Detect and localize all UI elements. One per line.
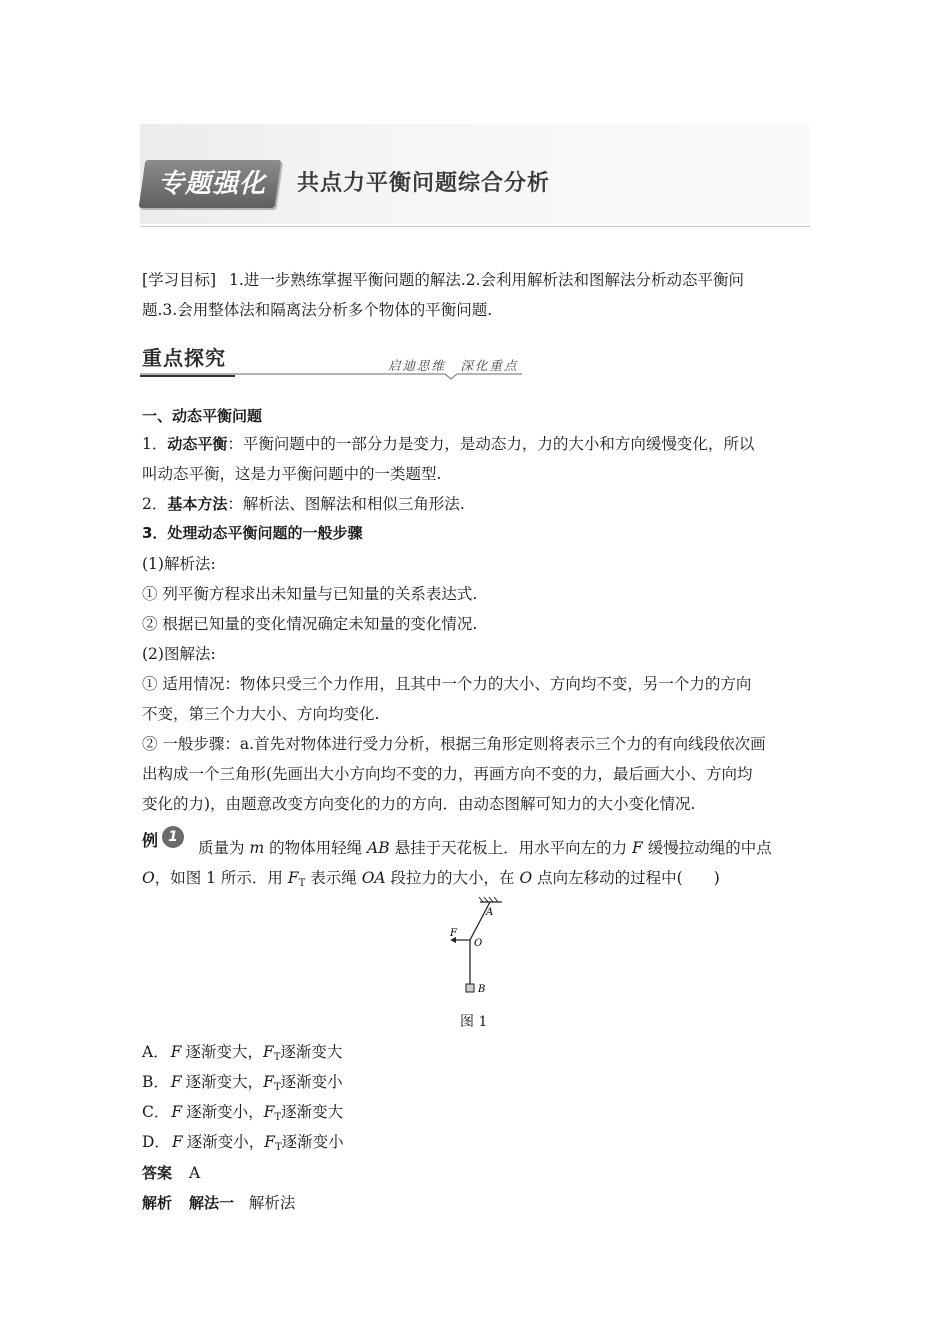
option-b[interactable] bbox=[142, 1072, 343, 1098]
ex-text: 缓慢拉动绳的中点 bbox=[647, 839, 772, 857]
method-2-case-line-2: 不变，第三个力大小、方向均变化. bbox=[142, 705, 380, 723]
option-sub-t: T bbox=[273, 1052, 281, 1063]
figure-1-diagram bbox=[440, 896, 510, 998]
p1-text: ：平衡问题中的一部分力是变力，是动态力，力的大小和方向缓慢变化，所以 bbox=[227, 435, 755, 453]
topic-badge-label: 专题强化 bbox=[157, 169, 266, 199]
method-2-steps-line-1: ② 一般步骤：a.首先对物体进行受力分析，根据三角形定则将表示三个力的有向线段依次画 bbox=[142, 735, 766, 753]
label-b: B bbox=[478, 984, 486, 995]
section-subtitle: 启迪思维 深化重点 bbox=[388, 358, 519, 373]
option-text: 逐渐变小， bbox=[186, 1133, 265, 1151]
header-divider bbox=[140, 226, 810, 227]
label-f: F bbox=[450, 928, 457, 939]
ex-text: 段拉力的大小，在 bbox=[390, 869, 515, 887]
option-c[interactable] bbox=[142, 1102, 343, 1128]
section-underline bbox=[140, 368, 522, 380]
answer-label: 答案 bbox=[142, 1164, 173, 1182]
method-1-step-1: ① 列平衡方程求出未知量与已知量的关系表达式. bbox=[142, 585, 478, 603]
option-text: 逐渐变大 bbox=[280, 1043, 343, 1061]
answer-line bbox=[142, 1163, 200, 1183]
option-letter: A． bbox=[142, 1043, 169, 1061]
method-1-step-2: ② 根据已知量的变化情况确定未知量的变化情况. bbox=[142, 615, 478, 633]
ex-var-f: F bbox=[632, 839, 643, 857]
option-text: 逐渐变大， bbox=[185, 1043, 263, 1061]
option-var-ft: F bbox=[262, 1043, 274, 1061]
option-letter: C． bbox=[142, 1103, 170, 1121]
option-sub-t: T bbox=[274, 1112, 282, 1123]
option-var-f: F bbox=[170, 1073, 182, 1091]
ex-var-o: O bbox=[519, 869, 533, 887]
option-var-ft: F bbox=[264, 1133, 275, 1151]
section-title: 重点探究 bbox=[142, 346, 226, 370]
method-1-title: (1)解析法: bbox=[142, 555, 216, 573]
ex-text: 点向左移动的过程中( ) bbox=[537, 869, 720, 887]
paragraph-1 bbox=[142, 434, 754, 454]
p2-term: 基本方法 bbox=[167, 495, 228, 513]
option-text: 逐渐变大， bbox=[185, 1073, 264, 1091]
paragraph-2 bbox=[142, 494, 465, 514]
option-d[interactable] bbox=[142, 1132, 344, 1158]
answer-value: A bbox=[188, 1164, 201, 1182]
goals-text-1: 1.进一步熟练掌握平衡问题的解法.2.会利用解析法和图解法分析动态平衡问 bbox=[229, 271, 745, 289]
mass-block bbox=[466, 984, 474, 992]
paragraph-3: 3．处理动态平衡问题的一般步骤 bbox=[142, 524, 363, 542]
goals-line-1 bbox=[142, 270, 744, 290]
ex-text: 悬挂于天花板上．用水平向左的力 bbox=[394, 839, 628, 857]
ex-var-oa: OA bbox=[361, 869, 386, 887]
ex-text: ，如图 1 所示．用 bbox=[154, 869, 283, 887]
p2-text: ：解析法、图解法和相似三角形法. bbox=[227, 495, 465, 513]
ex-text: 质量为 bbox=[198, 839, 245, 857]
method-2-steps-line-3: 变化的力)，由题意改变方向变化的力的方向．由动态图解可知力的大小变化情况. bbox=[142, 795, 696, 813]
option-text: 逐渐变小， bbox=[186, 1103, 264, 1121]
method-2-steps-line-2: 出构成一个三角形(先画出大小方向均不变的力，再画方向不变的力，最后画大小、方向均 bbox=[142, 765, 753, 783]
method-2-title: (2)图解法: bbox=[142, 645, 216, 663]
option-a[interactable] bbox=[142, 1042, 342, 1068]
ex-sub-t: T bbox=[298, 878, 306, 889]
ex-text: 的物体用轻绳 bbox=[269, 839, 363, 857]
example-label: 例 bbox=[142, 831, 159, 850]
label-a: A bbox=[486, 907, 494, 918]
ex-var-ab: AB bbox=[367, 839, 390, 857]
option-text: 逐渐变大 bbox=[281, 1103, 344, 1121]
option-var-f: F bbox=[170, 1043, 182, 1061]
paragraph-1-line-2: 叫动态平衡，这是力平衡问题中的一类题型. bbox=[142, 465, 442, 483]
option-var-ft: F bbox=[263, 1103, 275, 1121]
figure-caption: 图 1 bbox=[460, 1014, 488, 1030]
method-2-case-line-1: ① 适用情况：物体只受三个力作用，且其中一个力的大小、方向均不变，另一个力的方向 bbox=[142, 675, 752, 693]
p2-number: 2． bbox=[142, 495, 168, 513]
goals-text-2: 题.3.会用整体法和隔离法分析多个物体的平衡问题. bbox=[142, 301, 493, 319]
option-var-f: F bbox=[171, 1103, 183, 1121]
example-line-1 bbox=[198, 838, 772, 858]
label-o: O bbox=[474, 938, 483, 949]
page-title: 共点力平衡问题综合分析 bbox=[297, 170, 551, 196]
example-number-badge: 1 bbox=[162, 826, 184, 848]
example-line-2 bbox=[142, 868, 720, 894]
analysis-method: 解析法 bbox=[248, 1194, 296, 1212]
analysis-line bbox=[142, 1193, 295, 1213]
option-sub-t: T bbox=[273, 1082, 281, 1093]
ex-var-m: m bbox=[249, 839, 265, 857]
analysis-method-label: 解法一 bbox=[188, 1194, 234, 1212]
option-text: 逐渐变小 bbox=[280, 1073, 343, 1091]
goals-label: [学习目标] bbox=[142, 271, 217, 289]
ex-var-o: O bbox=[142, 869, 155, 887]
heading-dynamic-balance: 一、动态平衡问题 bbox=[142, 407, 263, 425]
option-var-f: F bbox=[171, 1133, 183, 1151]
p1-number: 1． bbox=[142, 435, 168, 453]
ex-text: 表示绳 bbox=[310, 869, 357, 887]
analysis-label: 解析 bbox=[142, 1194, 173, 1212]
option-sub-t: T bbox=[274, 1142, 282, 1153]
option-letter: D． bbox=[142, 1133, 170, 1151]
option-letter: B． bbox=[142, 1073, 169, 1091]
p1-term: 动态平衡 bbox=[167, 435, 228, 453]
ex-var-ft: F bbox=[287, 869, 299, 887]
option-var-ft: F bbox=[263, 1073, 274, 1091]
option-text: 逐渐变小 bbox=[281, 1133, 344, 1151]
